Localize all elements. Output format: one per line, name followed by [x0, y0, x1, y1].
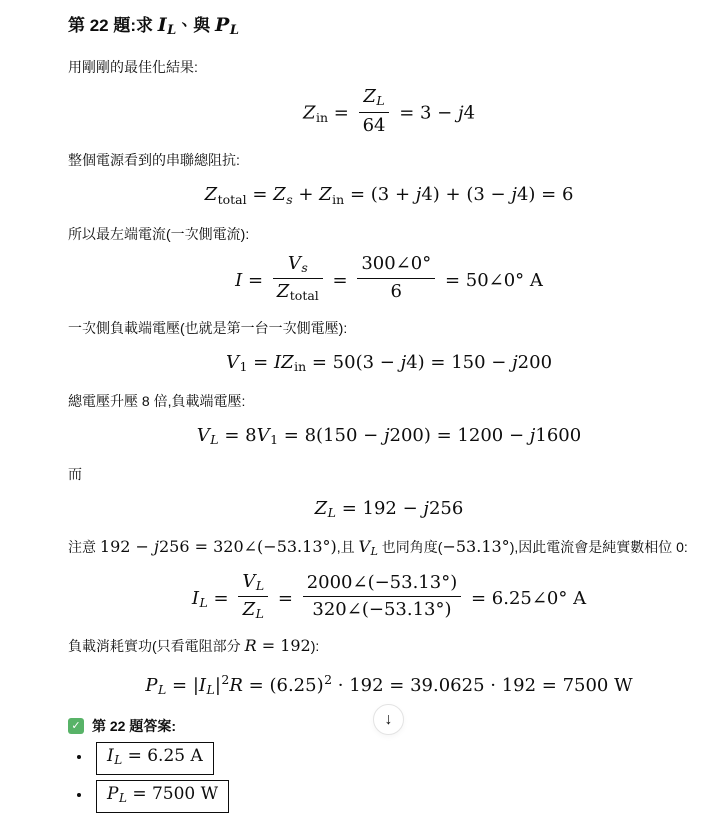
math-token: = — [328, 102, 355, 124]
math-token: = — [247, 351, 274, 373]
math-token: = — [326, 269, 354, 291]
math-token: Z — [204, 184, 218, 206]
fraction-denominator — [238, 596, 268, 622]
math-token: L — [114, 752, 123, 767]
fraction-numerator — [359, 87, 390, 112]
equation-z-in — [68, 86, 710, 138]
equation-z-load — [68, 496, 710, 525]
math-token: 2 — [221, 671, 230, 687]
math-token: 1600 — [535, 424, 582, 446]
paragraph-intro: 用剛剛的最佳化結果: — [68, 59, 198, 76]
math-fraction — [238, 572, 268, 622]
answer-il-box — [96, 742, 214, 775]
math-token: L — [118, 790, 127, 805]
math-token: ),因此電流會是純實數相位 0: — [509, 538, 688, 555]
math-token: = (6.25) — [242, 674, 324, 696]
math-token: = — [207, 587, 235, 609]
math-token: Z — [319, 184, 332, 206]
math-token: 也同角度( — [377, 538, 443, 555]
math-token: = 6.25 A — [122, 745, 203, 766]
math-token: s — [286, 191, 293, 207]
math-token: 第 22 題:求 — [68, 16, 158, 35]
fraction-numerator — [238, 572, 268, 597]
answer-list — [68, 742, 710, 813]
math-token: I — [235, 269, 243, 291]
math-token: = (3 + — [344, 184, 416, 206]
paragraph-and: 而 — [68, 465, 82, 482]
math-token: 320∠(−53.13°) — [312, 599, 452, 621]
math-token: P — [107, 783, 119, 804]
math-token: L — [370, 544, 378, 558]
math-fraction — [273, 254, 323, 304]
math-token: j — [529, 424, 536, 446]
math-token: Z — [314, 497, 328, 519]
math-token: = 8(150 − — [278, 424, 384, 446]
answer-item-il — [92, 742, 710, 775]
fraction-denominator — [303, 596, 462, 621]
answer-pl-box — [96, 780, 229, 813]
math-token: = 3 − — [393, 102, 458, 124]
math-token: Z — [276, 281, 290, 303]
equation-v-load — [68, 423, 710, 452]
math-token: total — [289, 288, 319, 304]
math-token: + — [292, 184, 320, 206]
math-token: ,且 — [336, 538, 359, 555]
fraction-denominator — [273, 278, 323, 304]
arrow-down-icon: ↓ — [384, 710, 393, 728]
math-token: Z — [273, 184, 286, 206]
math-token: · 192 = 39.0625 · 192 = 7500 W — [332, 674, 633, 696]
math-token: 256 = 320∠(−53.13°) — [158, 536, 337, 556]
math-token: L — [327, 504, 336, 520]
math-token: 負載消耗實功(只看電阻部分 — [68, 637, 245, 654]
fraction-denominator — [359, 112, 390, 137]
math-token: Z — [281, 351, 294, 373]
math-token: 2000∠(−53.13°) — [306, 571, 458, 593]
math-token: = 6.25∠0° A — [465, 587, 587, 609]
equation-z-total — [68, 182, 710, 211]
math-token: ): — [310, 637, 320, 654]
math-token: I — [191, 587, 199, 609]
paragraph-primary-current: 所以最左端電流(一次側電流): — [68, 225, 250, 242]
math-token: 1 — [270, 431, 279, 447]
math-token: = | — [166, 674, 199, 696]
math-token: 64 — [362, 114, 386, 136]
math-token: −53.13° — [442, 536, 510, 556]
math-token: j — [423, 497, 429, 519]
fraction-denominator — [357, 278, 435, 303]
math-fraction — [359, 87, 390, 136]
question-title — [68, 13, 710, 43]
math-token: j — [383, 424, 390, 446]
math-token: j — [457, 102, 464, 124]
math-token: = 192 − — [335, 497, 424, 519]
math-token: j — [400, 351, 407, 373]
math-token: L — [167, 23, 177, 39]
math-token: = 50∠0° A — [439, 269, 543, 291]
math-token: | — [214, 674, 221, 696]
math-token: V — [287, 252, 301, 274]
scroll-to-bottom-button[interactable] — [373, 704, 404, 735]
math-token: 4) = 150 − — [406, 351, 513, 373]
math-token: L — [158, 681, 167, 697]
math-token: in — [315, 109, 329, 125]
math-token: L — [255, 577, 265, 593]
math-token: Z — [302, 102, 316, 124]
math-token: L — [229, 23, 239, 39]
math-token: V — [256, 424, 270, 446]
math-token: j — [512, 351, 518, 373]
math-token: 2 — [324, 671, 333, 687]
math-token: j — [415, 184, 422, 206]
math-fraction — [357, 254, 435, 302]
check-icon: ✓ — [68, 718, 84, 734]
fraction-numerator — [273, 254, 323, 279]
math-fraction — [303, 573, 462, 621]
math-token: s — [301, 259, 308, 275]
math-token: 注意 — [68, 538, 100, 555]
equation-primary-current — [68, 252, 710, 306]
math-token: = 7500 W — [126, 783, 219, 804]
math-token: = — [272, 587, 299, 609]
math-token: in — [294, 358, 307, 374]
math-token: total — [217, 191, 247, 207]
math-token: Z — [363, 86, 376, 108]
math-token: 4 — [463, 102, 476, 124]
answer-item-pl — [92, 780, 710, 813]
math-token: 4) = 6 — [516, 184, 574, 206]
paragraph-real-power — [68, 636, 710, 656]
math-token: R — [244, 635, 257, 655]
math-token: V — [358, 536, 371, 556]
equation-p-load — [68, 668, 710, 702]
paragraph-step-up: 總電壓升壓 8 倍,負載端電壓: — [68, 392, 246, 409]
math-token: 6 — [390, 281, 402, 303]
paragraph-primary-voltage: 一次側負載端電壓(也就是第一台一次側電壓): — [68, 319, 348, 336]
math-token: P — [145, 674, 158, 696]
math-token: V — [196, 424, 210, 446]
math-token: = 8 — [218, 424, 257, 446]
equation-i-load — [68, 570, 710, 624]
math-token: P — [215, 14, 230, 36]
math-token: = — [242, 269, 269, 291]
math-token: 1 — [239, 358, 248, 374]
math-token: L — [210, 431, 219, 447]
equation-v1 — [68, 350, 710, 379]
math-token: L — [199, 594, 208, 610]
math-token: 200 — [517, 351, 553, 373]
math-token: Z — [242, 599, 256, 621]
math-token: 200) = 1200 − — [389, 424, 530, 446]
math-token: = — [246, 184, 274, 206]
paragraph-series-impedance: 整個電源看到的串聯總阻抗: — [68, 152, 240, 169]
math-token: 192 − — [99, 536, 155, 556]
math-token: = 50(3 − — [306, 351, 401, 373]
math-token: L — [255, 606, 264, 622]
math-token: j — [511, 184, 517, 206]
math-token: V — [225, 351, 239, 373]
math-token: V — [242, 570, 256, 592]
math-token: I — [157, 14, 167, 36]
math-token: in — [332, 191, 345, 207]
math-token: R — [229, 674, 243, 696]
fraction-numerator — [357, 254, 435, 278]
math-token: L — [206, 681, 215, 697]
math-token: L — [376, 93, 385, 109]
math-token: 300∠0° — [361, 253, 432, 275]
answer-heading-label: 第 22 題答案: — [92, 717, 177, 734]
fraction-numerator — [303, 573, 462, 597]
math-token: 、與 — [176, 16, 216, 35]
math-token: I — [273, 351, 282, 373]
math-token: I — [107, 745, 114, 766]
math-token: 4) + (3 − — [421, 184, 512, 206]
math-token: 256 — [428, 497, 464, 519]
math-token: = 192 — [256, 635, 311, 655]
math-token: I — [198, 674, 207, 696]
math-token: j — [154, 536, 159, 556]
paragraph-phase-note — [68, 537, 710, 562]
